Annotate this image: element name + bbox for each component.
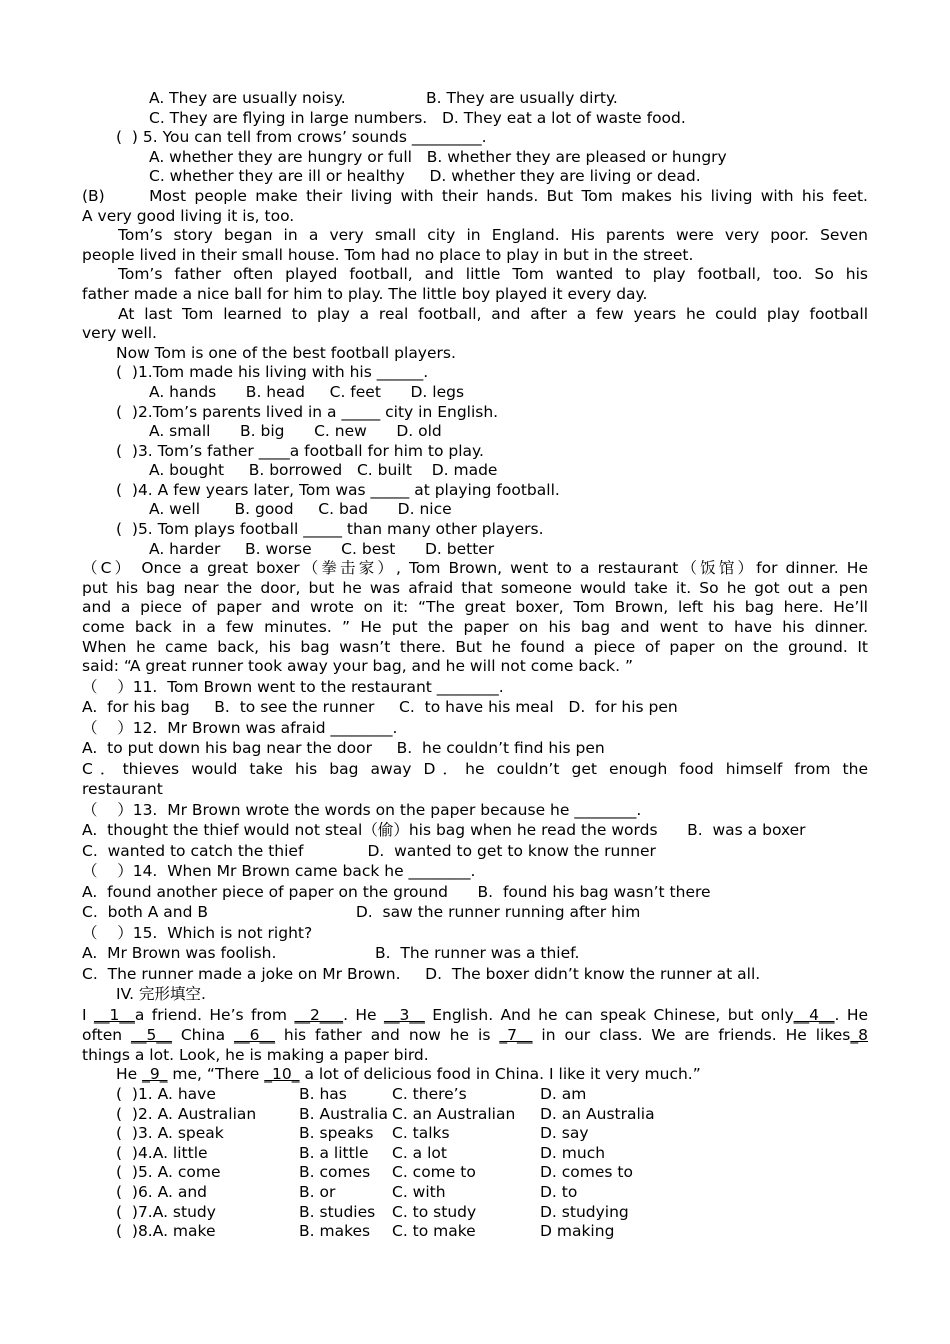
c-q12-stem: （ ）12. Mr Brown was afraid ________.	[82, 718, 398, 737]
blank-6: __6__	[234, 1026, 275, 1045]
cloze-item-1: ( )1. A. have B. has C. there’s D. am	[116, 1085, 587, 1103]
q5-option-c: C. whether they are ill or healthy	[149, 167, 405, 186]
q5-option-b: B. whether they are pleased or hungry	[426, 147, 727, 166]
b-q4-options: A. well B. good C. bad D. nice	[149, 500, 452, 519]
c-q13-stem: （ ）13. Mr Brown wrote the words on the paper because he ________.	[82, 800, 642, 819]
b-q3-options: A. bought B. borrowed C. built D. made	[149, 461, 498, 480]
passage-b-line9: Now Tom is one of the best football players.	[116, 343, 456, 362]
passage-c-line3: and a piece of paper and wrote on it: “The great boxer, Tom Brown, left his bag here. He’ll	[82, 598, 868, 617]
passage-c-line6: said: “A great runner took away your bag, and he will not come back. ”	[82, 657, 634, 676]
q4-option-c: C. They are flying in large numbers.	[149, 108, 428, 127]
blank-4: __4__	[793, 1005, 835, 1024]
document-page	[82, 89, 868, 1242]
b-q3-stem: ( )3. Tom’s father ____a football for him to play.	[116, 441, 484, 460]
blank-5: __5__	[131, 1026, 172, 1045]
q4-option-d: D. They eat a lot of waste food.	[441, 108, 686, 127]
passage-b-line4: people lived in their small house. Tom had no place to play in but in the street.	[82, 245, 694, 264]
q4-options-row2	[82, 109, 868, 129]
blank-8: _8	[850, 1026, 868, 1045]
blank-10: _10_	[264, 1065, 300, 1084]
q4-options-row1	[82, 89, 868, 109]
c-q15-options-row2: C. The runner made a joke on Mr Brown. D. The boxer didn’t know the runner at all.	[82, 964, 761, 983]
passage-b-line5: Tom’s father often played football, and little Tom wanted to play football, too. So his	[118, 265, 868, 284]
q4-option-b: B. They are usually dirty.	[426, 89, 618, 107]
c-q15-options-row1: A. Mr Brown was foolish. B. The runner was a thief.	[82, 944, 580, 963]
cloze-item-3: ( )3. A. speak B. speaks C. talks D. say	[116, 1124, 589, 1143]
cloze-options-table	[116, 1085, 655, 1242]
q5-options-row1	[82, 148, 868, 168]
b-q1-options: A. hands B. head C. feet D. legs	[149, 382, 465, 401]
cloze-item-2: ( )2. A. Australian B. Australia C. an Australian D. an Australia	[116, 1104, 655, 1123]
blank-1: __1__	[93, 1005, 135, 1024]
b-q5-options: A. harder B. worse C. best D. better	[149, 539, 495, 558]
passage-b-line7: At last Tom learned to play a real football, and after a few years he could play football	[118, 304, 868, 323]
cloze-title: IV. 完形填空.	[116, 985, 206, 1004]
c-q12-options-row3: restaurant	[82, 780, 163, 799]
blank-9: _9_	[142, 1065, 168, 1084]
cloze-line3: things a lot. Look, he is making a paper bird.	[82, 1045, 429, 1064]
c-q11-stem: （ ）11. Tom Brown went to the restaurant ________.	[82, 677, 504, 696]
q5-option-d: D. whether they are living or dead.	[429, 167, 701, 186]
passage-b-line8: very well.	[82, 324, 157, 343]
cloze-line2: often __5__ China __6__ his father and now he is _7__ in our class. We are friends. He likes_8	[82, 1026, 868, 1045]
c-q13-options-row2: C. wanted to catch the thief D. wanted to get to know the runner	[82, 841, 656, 860]
passage-c-line5: When he came back, his bag wasn’t there. But he found a piece of paper on the ground. It	[82, 637, 868, 656]
cloze-item-5: ( )5. A. come B. comes C. come to D. comes to	[116, 1163, 633, 1182]
c-q14-options-row2: C. both A and B D. saw the runner running after him	[82, 903, 641, 922]
passage-c-line4: come back in a few minutes. ” He put the paper on his bag and went to have his dinner.	[82, 618, 868, 637]
cloze-line4: He _9_ me, “There _10_ a lot of delicious food in China. I like it very much.”	[116, 1065, 701, 1084]
passage-c-line2: put his bag near the door, but he was afraid that someone would take it. So he got out a pen	[82, 578, 868, 597]
passage-b-line1: (B) Most people make their living with their hands. But Tom makes his living with his feet.	[82, 186, 868, 205]
b-q5-stem: ( )5. Tom plays football _____ than many other players.	[116, 520, 544, 539]
cloze-item-8: ( )8.A. make B. makes C. to make D making	[116, 1222, 615, 1241]
passage-b-line2: A very good living it is, too.	[82, 206, 295, 225]
cloze-item-6: ( )6. A. and B. or C. with D. to	[116, 1182, 578, 1201]
b-q2-stem: ( )2.Tom’s parents lived in a _____ city in English.	[116, 402, 499, 421]
c-q15-stem: （ ）15. Which is not right?	[82, 923, 313, 942]
q4-option-a: A. They are usually noisy.	[149, 89, 346, 107]
passage-b-label: (B)	[82, 186, 105, 205]
q5-options-row2	[82, 167, 868, 187]
c-q12-options-row2: C．thieves would take his bag away D．he couldn’t get enough food himself from the	[82, 759, 868, 778]
cloze-item-7: ( )7.A. study B. studies C. to study D. studying	[116, 1202, 629, 1221]
b-q4-stem: ( )4. A few years later, Tom was _____ at playing football.	[116, 480, 560, 499]
blank-2: __2___	[294, 1005, 344, 1024]
passage-b-line3: Tom’s story began in a very small city in England. His parents were very poor. Seven	[118, 226, 868, 245]
blank-7: _7__	[499, 1026, 533, 1045]
passage-c-line1: （C） Once a great boxer（拳击家）, Tom Brown, went to a restaurant（饭馆）for dinner. He	[82, 559, 868, 578]
blank-3: __3__	[383, 1005, 425, 1024]
passage-b-line6: father made a nice ball for him to play. The little boy played it every day.	[82, 284, 648, 303]
b-q2-options: A. small B. big C. new D. old	[149, 422, 442, 441]
b-q1-stem: ( )1.Tom made his living with his ______.	[116, 363, 429, 382]
cloze-line1: I __1__a friend. He’s from __2___. He __3__ English. And he can speak Chinese, but only__4__. He	[82, 1005, 869, 1024]
c-q12-options-row1: A. to put down his bag near the door B. he couldn’t find his pen	[82, 739, 605, 758]
c-q14-stem: （ ）14. When Mr Brown came back he ________.	[82, 862, 476, 881]
q5-option-a: A. whether they are hungry or full	[149, 147, 412, 166]
c-q11-options: A. for his bag B. to see the runner C. to have his meal D. for his pen	[82, 698, 678, 717]
c-q14-options-row1: A. found another piece of paper on the ground B. found his bag wasn’t there	[82, 882, 711, 901]
q5-stem: ( ) 5. You can tell from crows’ sounds _________.	[116, 128, 487, 147]
c-q13-options-row1: A. thought the thief would not steal（偷）his bag when he read the words B. was a boxer	[82, 821, 806, 840]
cloze-item-4: ( )4.A. little B. a little C. a lot D. much	[116, 1143, 606, 1162]
